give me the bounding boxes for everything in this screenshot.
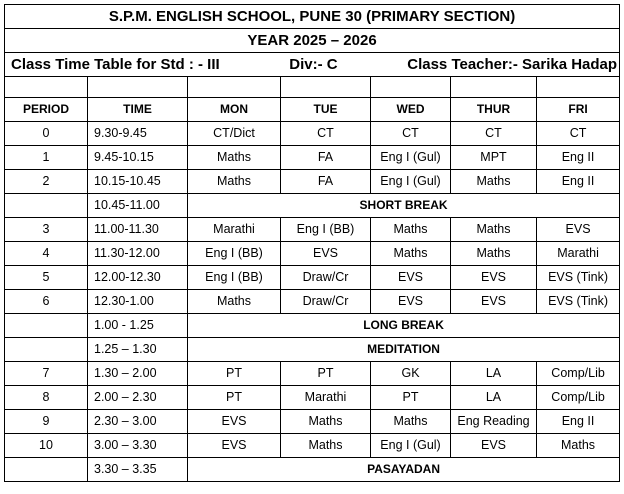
period-row	[5, 386, 620, 410]
time-cell: 1.25 – 1.30	[88, 338, 188, 362]
subject-cell: CT	[537, 122, 620, 146]
break-row	[5, 314, 620, 338]
subject-cell: Maths	[371, 218, 451, 242]
header-row	[5, 98, 620, 122]
subject-cell: Eng I (BB)	[281, 218, 371, 242]
period-cell: 10	[5, 434, 88, 458]
subject-cell: PT	[371, 386, 451, 410]
subject-cell: Marathi	[537, 242, 620, 266]
subject-cell: Comp/Lib	[537, 386, 620, 410]
subject-cell: CT	[451, 122, 537, 146]
period-cell: 4	[5, 242, 88, 266]
column-header: MON	[188, 98, 281, 122]
period-cell: 6	[5, 290, 88, 314]
subject-cell: EVS (Tink)	[537, 266, 620, 290]
time-cell: 9.45-10.15	[88, 146, 188, 170]
subject-cell: Maths	[371, 410, 451, 434]
period-row	[5, 434, 620, 458]
time-cell: 11.00-11.30	[88, 218, 188, 242]
subject-cell: EVS	[537, 218, 620, 242]
subject-cell: Marathi	[281, 386, 371, 410]
subject-cell: CT	[281, 122, 371, 146]
subject-cell: Comp/Lib	[537, 362, 620, 386]
subject-cell: EVS	[371, 266, 451, 290]
break-label: SHORT BREAK	[188, 194, 620, 218]
timetable	[4, 4, 620, 482]
academic-year: YEAR 2025 – 2026	[5, 29, 620, 53]
subject-cell: Draw/Cr	[281, 290, 371, 314]
period-row	[5, 290, 620, 314]
class-div: Div:- C	[289, 56, 338, 73]
period-row	[5, 266, 620, 290]
period-cell	[5, 194, 88, 218]
subject-cell: Maths	[451, 170, 537, 194]
subject-cell: EVS	[451, 290, 537, 314]
period-cell: 0	[5, 122, 88, 146]
time-cell: 3.30 – 3.35	[88, 458, 188, 482]
class-teacher: Class Teacher:- Sarika Hadap	[407, 56, 618, 73]
time-cell: 12.00-12.30	[88, 266, 188, 290]
subject-cell: EVS	[451, 266, 537, 290]
period-cell: 7	[5, 362, 88, 386]
period-row	[5, 170, 620, 194]
class-info	[5, 53, 620, 77]
subject-cell: Eng I (Gul)	[371, 434, 451, 458]
subject-cell: EVS	[188, 434, 281, 458]
period-row	[5, 242, 620, 266]
subject-cell: Maths	[188, 290, 281, 314]
column-header: TIME	[88, 98, 188, 122]
period-cell: 9	[5, 410, 88, 434]
time-cell: 11.30-12.00	[88, 242, 188, 266]
period-cell: 3	[5, 218, 88, 242]
subject-cell: Eng I (Gul)	[371, 146, 451, 170]
subject-cell: PT	[188, 386, 281, 410]
period-cell	[5, 458, 88, 482]
time-cell: 2.30 – 3.00	[88, 410, 188, 434]
break-row	[5, 194, 620, 218]
school-name: S.P.M. ENGLISH SCHOOL, PUNE 30 (PRIMARY SECTION)	[5, 5, 620, 29]
column-header: TUE	[281, 98, 371, 122]
period-row	[5, 122, 620, 146]
subject-cell: Maths	[451, 218, 537, 242]
subject-cell: LA	[451, 386, 537, 410]
subject-cell: Maths	[537, 434, 620, 458]
subject-cell: Maths	[371, 242, 451, 266]
timetable-sheet	[4, 4, 619, 488]
subject-cell: Eng I (BB)	[188, 242, 281, 266]
subject-cell: Eng I (BB)	[188, 266, 281, 290]
subject-cell: Eng Reading	[451, 410, 537, 434]
subject-cell: Eng I (Gul)	[371, 170, 451, 194]
subject-cell: CT	[371, 122, 451, 146]
time-cell: 12.30-1.00	[88, 290, 188, 314]
class-std: Class Time Table for Std : - III	[11, 56, 220, 73]
time-cell: 9.30-9.45	[88, 122, 188, 146]
time-cell: 10.45-11.00	[88, 194, 188, 218]
break-label: MEDITATION	[188, 338, 620, 362]
period-cell: 2	[5, 170, 88, 194]
period-row	[5, 146, 620, 170]
subject-cell: EVS	[188, 410, 281, 434]
time-cell: 1.00 - 1.25	[88, 314, 188, 338]
period-row	[5, 410, 620, 434]
subject-cell: Eng II	[537, 146, 620, 170]
break-label: LONG BREAK	[188, 314, 620, 338]
column-header: FRI	[537, 98, 620, 122]
time-cell: 3.00 – 3.30	[88, 434, 188, 458]
subject-cell: Maths	[281, 410, 371, 434]
subject-cell: Maths	[451, 242, 537, 266]
period-cell: 1	[5, 146, 88, 170]
subject-cell: Eng II	[537, 170, 620, 194]
period-row	[5, 362, 620, 386]
column-header: THUR	[451, 98, 537, 122]
subject-cell: EVS	[371, 290, 451, 314]
period-row	[5, 218, 620, 242]
subject-cell: EVS (Tink)	[537, 290, 620, 314]
period-cell	[5, 314, 88, 338]
period-cell: 8	[5, 386, 88, 410]
subject-cell: MPT	[451, 146, 537, 170]
time-cell: 1.30 – 2.00	[88, 362, 188, 386]
subject-cell: Draw/Cr	[281, 266, 371, 290]
subject-cell: Marathi	[188, 218, 281, 242]
subject-cell: Maths	[281, 434, 371, 458]
subject-cell: GK	[371, 362, 451, 386]
break-row	[5, 458, 620, 482]
period-cell: 5	[5, 266, 88, 290]
time-cell: 2.00 – 2.30	[88, 386, 188, 410]
column-header: WED	[371, 98, 451, 122]
column-header: PERIOD	[5, 98, 88, 122]
subject-cell: Maths	[188, 146, 281, 170]
subject-cell: PT	[281, 362, 371, 386]
subject-cell: EVS	[451, 434, 537, 458]
blank-row	[5, 77, 620, 98]
subject-cell: LA	[451, 362, 537, 386]
time-cell: 10.15-10.45	[88, 170, 188, 194]
break-row	[5, 338, 620, 362]
subject-cell: PT	[188, 362, 281, 386]
subject-cell: CT/Dict	[188, 122, 281, 146]
subject-cell: FA	[281, 146, 371, 170]
period-cell	[5, 338, 88, 362]
subject-cell: EVS	[281, 242, 371, 266]
subject-cell: Eng II	[537, 410, 620, 434]
break-label: PASAYADAN	[188, 458, 620, 482]
subject-cell: Maths	[188, 170, 281, 194]
subject-cell: FA	[281, 170, 371, 194]
